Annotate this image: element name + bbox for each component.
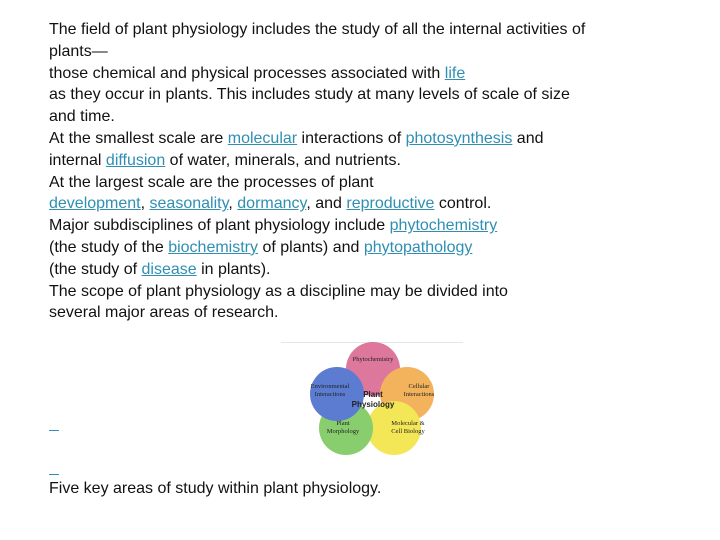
text: of water, minerals, and nutrients. <box>165 151 401 169</box>
text: and time. <box>49 108 115 126</box>
text-line <box>49 215 679 237</box>
link-phytopathology[interactable]: phytopathology <box>363 238 473 256</box>
link-seasonality[interactable]: seasonality <box>149 195 229 213</box>
text-line <box>49 19 679 41</box>
text: in plants). <box>196 260 271 278</box>
text: (the study of <box>49 260 142 278</box>
venn-diagram <box>281 341 463 455</box>
text-line <box>49 84 679 106</box>
text: internal <box>49 151 106 169</box>
text-line <box>49 63 679 85</box>
link-reproductive[interactable]: reproductive <box>346 195 435 213</box>
body-text <box>49 19 679 324</box>
text: (the study of the <box>49 238 169 256</box>
label-left: Environmental Interactions <box>310 383 350 398</box>
text: plants— <box>49 42 108 60</box>
text-line <box>49 281 679 303</box>
link-dormancy[interactable]: dormancy <box>237 195 307 213</box>
text-line <box>49 128 679 150</box>
text: The scope of plant physiology as a discipline may be divided into <box>49 282 508 300</box>
label-right: Cellular Interactions <box>403 383 435 398</box>
text: several major areas of research. <box>49 304 279 322</box>
label-bottom-left: Plant Morphology <box>326 420 360 435</box>
link-diffusion[interactable]: diffusion <box>105 151 166 169</box>
text-line <box>49 259 679 281</box>
text-line <box>49 106 679 128</box>
link-molecular[interactable]: molecular <box>227 129 298 147</box>
plant-physiology-diagram <box>281 341 463 455</box>
text: Major subdisciplines of plant physiology include <box>49 217 390 235</box>
text: , <box>228 195 238 213</box>
text-line <box>49 172 679 194</box>
text: , <box>140 195 150 213</box>
text: At the smallest scale are <box>49 129 228 147</box>
label-bottom-right: Molecular & Cell Biology <box>391 420 425 435</box>
text-line <box>49 193 679 215</box>
text: The field of plant physiology includes the study of all the internal activities of <box>49 21 586 38</box>
center-label: Plant Physiology <box>351 390 395 409</box>
empty-link[interactable] <box>49 416 59 431</box>
label-top: Phytochemistry <box>352 356 394 363</box>
link-disease[interactable]: disease <box>141 260 197 278</box>
text: as they occur in plants. This includes study at many levels of scale of size <box>49 86 570 104</box>
text: and <box>512 129 544 147</box>
text-line <box>49 41 679 63</box>
link-photosynthesis[interactable]: photosynthesis <box>405 129 513 147</box>
text: those chemical and physical processes associated with <box>49 64 445 82</box>
empty-link[interactable] <box>49 460 59 475</box>
link-phytochemistry[interactable]: phytochemistry <box>389 217 498 235</box>
link-biochemistry[interactable]: biochemistry <box>168 238 258 256</box>
figure-caption: Five key areas of study within plant physiology. <box>49 480 382 497</box>
text-line <box>49 237 679 259</box>
text-line <box>49 150 679 172</box>
text: of plants) and <box>258 238 364 256</box>
text: At the largest scale are the processes of plant <box>49 173 374 191</box>
text: control. <box>434 195 492 213</box>
text: , and <box>306 195 347 213</box>
link-life[interactable]: life <box>444 64 466 82</box>
text-line <box>49 302 679 324</box>
text: interactions of <box>297 129 406 147</box>
link-development[interactable]: development <box>49 195 141 213</box>
